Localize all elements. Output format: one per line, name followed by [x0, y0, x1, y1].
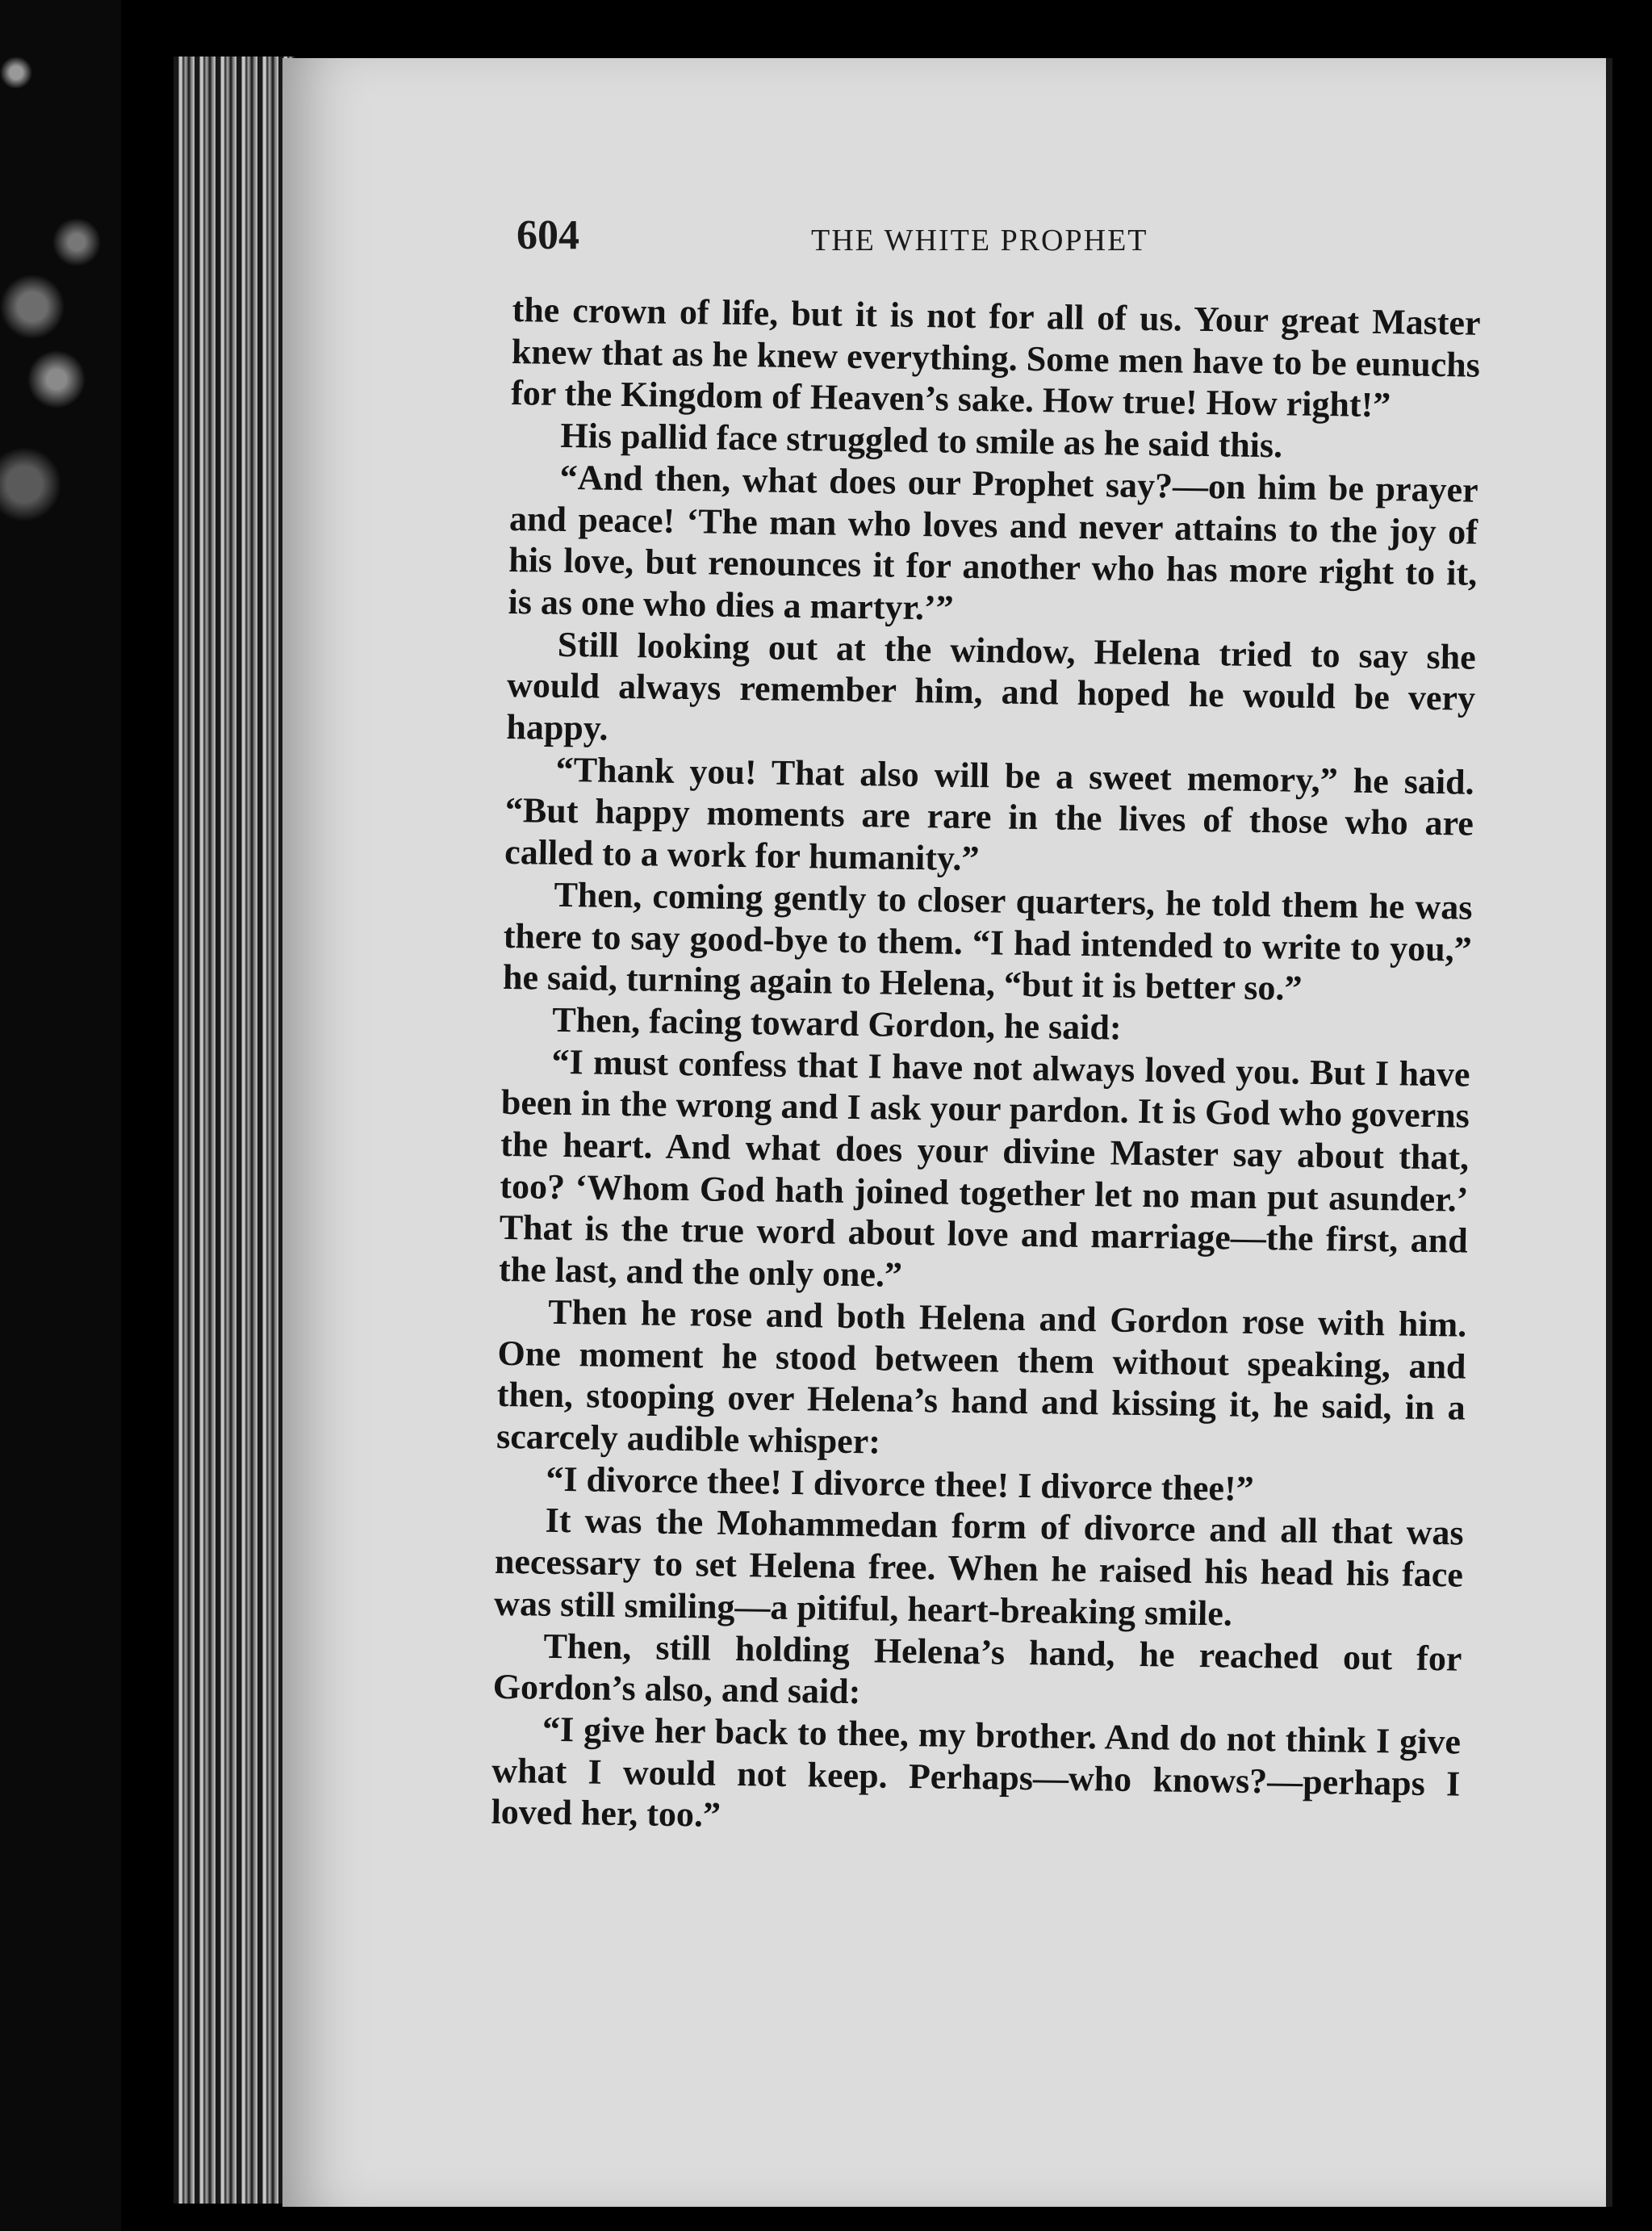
- paragraph: Then, coming gently to closer quarters, he told them he was there to say good-bye to them. “I had intended to write to you,” he said, turning again to Helena, “but it is better so.”: [502, 874, 1473, 1008]
- paragraph: “I give her back to thee, my brother. And do not think I give what I would not keep. Perhaps—who knows?—perhaps I loved her, too.”: [491, 1709, 1462, 1835]
- body-text: [491, 289, 1481, 1847]
- page-number: 604: [517, 212, 579, 258]
- page-right-border: [1606, 58, 1612, 2207]
- paragraph: Then, facing toward Gordon, he said:: [552, 999, 1122, 1048]
- paragraph: “And then, what does our Prophet say?—on him be prayer and peace! ‘The man who loves and never attains to the joy of his love, but renounces it for another who has more right to it, is as one who dies a martyr.’”: [508, 457, 1478, 628]
- paragraph: the crown of life, but it is not for all of us. Your great Master knew that as he knew everything. Some men have to be eunuchs for the Kingdom of Heaven’s sake. How true! How right!”: [510, 289, 1481, 425]
- running-title: THE WHITE PROPHET: [811, 224, 1148, 257]
- paragraph: “I must confess that I have not always loved you. But I have been in the wrong and I ask your pardon. It is God who governs the heart. And what does your divine Master say about that, too? ‘Whom God hath joined together let no man put asunder.’ That is the true word about love and marriage—the first, and the last, and the only one.”: [498, 1041, 1470, 1295]
- paragraph: It was the Mohammedan form of divorce and all that was necessary to set Helena free. When he raised his head his face was still smiling—a pitiful, heart-breaking smile.: [493, 1501, 1464, 1634]
- paragraph: Then he rose and both Helena and Gordon rose with him. One moment he stood between them without speaking, and then, stooping over Helena’s hand and kissing it, he said, in a scarcely audible whisper:: [496, 1291, 1467, 1462]
- page-header: [517, 211, 1485, 276]
- paragraph: “I divorce thee! I divorce thee! I divorce thee!”: [546, 1459, 1255, 1509]
- paragraph: “Thank you! That also will be a sweet memory,” he said. “But happy moments are rare in the lives of those who are called to a work for humanity.”: [504, 749, 1474, 879]
- paragraph: Still looking out at the window, Helena tried to say she would always remember him, and hoped he would be very happy.: [506, 624, 1477, 748]
- paragraph: His pallid face struggled to smile as he said this.: [560, 415, 1283, 466]
- scan-left-edge: [0, 0, 121, 2231]
- page-edges: [174, 57, 295, 2204]
- paragraph: Then, still holding Helena’s hand, he reached out for Gordon’s also, and said:: [492, 1626, 1462, 1712]
